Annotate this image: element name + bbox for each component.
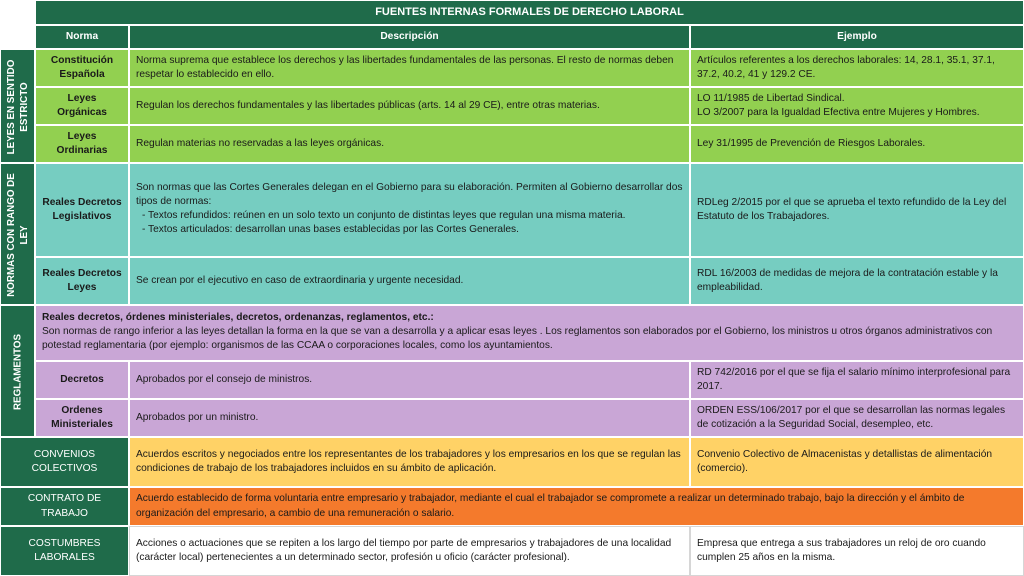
list-item: - Textos refundidos: reúnen en un solo texto un conjunto de distintas leyes que regulan una misma materia.	[150, 209, 683, 223]
norma-rd-leyes: Reales Decretos Leyes	[35, 257, 129, 305]
section-leyes-label: LEYES EN SENTIDO ESTRICTO	[5, 59, 30, 155]
section-leyes	[0, 49, 35, 163]
desc-rd-leyes: Se crean por el ejecutivo en caso de extraordinaria y urgente necesidad.	[129, 257, 690, 305]
norma-convenios: CONVENIOS COLECTIVOS	[0, 437, 129, 487]
reglamentos-intro-heading: Reales decretos, órdenes ministeriales, decretos, ordenanzas, reglamentos, etc.:	[42, 312, 434, 323]
desc-rd-legislativos	[129, 163, 690, 257]
norma-costumbres: COSTUMBRES LABORALES	[0, 526, 129, 576]
ejemplo-costumbres: Empresa que entrega a sus trabajadores un reloj de oro cuando cumplen 25 años en la misma.	[690, 526, 1024, 576]
desc-rd-legislativos-text: Son normas que las Cortes Generales delegan en el Gobierno para su elaboración. Permiten al Gobierno desarrollar dos tipos de normas:	[136, 182, 683, 208]
ejemplo-organicas-1: LO 11/1985 de Libertad Sindical.	[697, 93, 845, 104]
section-reglamentos	[0, 305, 35, 437]
desc-decretos: Aprobados por el consejo de ministros.	[129, 361, 690, 399]
norma-organicas: Leyes Orgánicas	[35, 87, 129, 125]
ejemplo-constitucion: Artículos referentes a los derechos laborales: 14, 28.1, 35.1, 37.1, 37.2, 40.2, 41 y 129.2 CE.	[690, 49, 1024, 87]
reglamentos-intro-text: Son normas de rango inferior a las leyes detallan la forma en la que se van a desarrolla y a aplicar esas leyes . Los reglamentos son elaborados por el Gobierno, los ministros u otros órganos administrativos con potestad reglamentaria (por ejemplo: organismos de las CCAA o corporaciones locales, como los ayuntamientos.	[42, 326, 993, 352]
norma-constitucion: Constitución Española	[35, 49, 129, 87]
norma-decretos: Decretos	[35, 361, 129, 399]
ejemplo-rd-legislativos: RDLeg 2/2015 por el que se aprueba el texto refundido de la Ley del Estatuto de los Trabajadores.	[690, 163, 1024, 257]
section-reglamentos-label: REGLAMENTOS	[12, 333, 24, 411]
desc-ordenes: Aprobados por un ministro.	[129, 399, 690, 437]
desc-contrato: Acuerdo establecido de forma voluntaria entre empresario y trabajador, mediante el cual el trabajador se compromete a realizar un determinado trabajo, bajo la dirección y el ámbito de organización del empresario, a cambio de una remuneración o salario.	[129, 487, 1024, 526]
desc-constitucion: Norma suprema que establece los derechos y las libertades fundamentales de las personas. El resto de normas deben respetar lo establecido en ello.	[129, 49, 690, 87]
reglamentos-intro	[35, 305, 1024, 361]
desc-rd-legislativos-list	[136, 209, 683, 237]
corner-blank	[0, 0, 35, 49]
column-header-descripcion: Descripción	[129, 25, 690, 49]
desc-convenios: Acuerdos escritos y negociados entre los representantes de los trabajadores y los empresarios en los que se regulan las condiciones de trabajo de los trabajadores incluidos en su ámbito de aplicación.	[129, 437, 690, 487]
ejemplo-ordinarias: Ley 31/1995 de Prevención de Riesgos Laborales.	[690, 125, 1024, 163]
table-title: FUENTES INTERNAS FORMALES DE DERECHO LABORAL	[35, 0, 1024, 25]
section-normas-label: NORMAS CON RANGO DE LEY	[5, 173, 30, 297]
norma-ordenes: Ordenes Ministeriales	[35, 399, 129, 437]
column-header-ejemplo: Ejemplo	[690, 25, 1024, 49]
desc-ordinarias: Regulan materias no reservadas a las leyes orgánicas.	[129, 125, 690, 163]
desc-organicas: Regulan los derechos fundamentales y las libertades públicas (arts. 14 al 29 CE), entre otras materias.	[129, 87, 690, 125]
ejemplo-organicas	[690, 87, 1024, 125]
ejemplo-decretos: RD 742/2016 por el que se fija el salario mínimo interprofesional para 2017.	[690, 361, 1024, 399]
column-header-norma: Norma	[35, 25, 129, 49]
norma-contrato: CONTRATO DE TRABAJO	[0, 487, 129, 526]
norma-ordinarias: Leyes Ordinarias	[35, 125, 129, 163]
ejemplo-rd-leyes: RDL 16/2003 de medidas de mejora de la contratación estable y la empleabilidad.	[690, 257, 1024, 305]
desc-costumbres: Acciones o actuaciones que se repiten a los largo del tiempo por parte de empresarios y trabajadores de una localidad (carácter local) pertenecientes a un determinado sector, profesión u oficio (carácter profesional).	[129, 526, 690, 576]
ejemplo-ordenes: ORDEN ESS/106/2017 por el que se desarrollan las normas legales de cotización a la Seguridad Social, desempleo, etc.	[690, 399, 1024, 437]
norma-rd-legislativos: Reales Decretos Legislativos	[35, 163, 129, 257]
list-item: - Textos articulados: desarrollan unas bases establecidas por las Cortes Generales.	[150, 223, 683, 237]
ejemplo-convenios: Convenio Colectivo de Almacenistas y detallistas de alimentación (comercio).	[690, 437, 1024, 487]
section-normas	[0, 163, 35, 305]
ejemplo-organicas-2: LO 3/2007 para la Igualdad Efectiva entre Mujeres y Hombres.	[697, 107, 980, 119]
